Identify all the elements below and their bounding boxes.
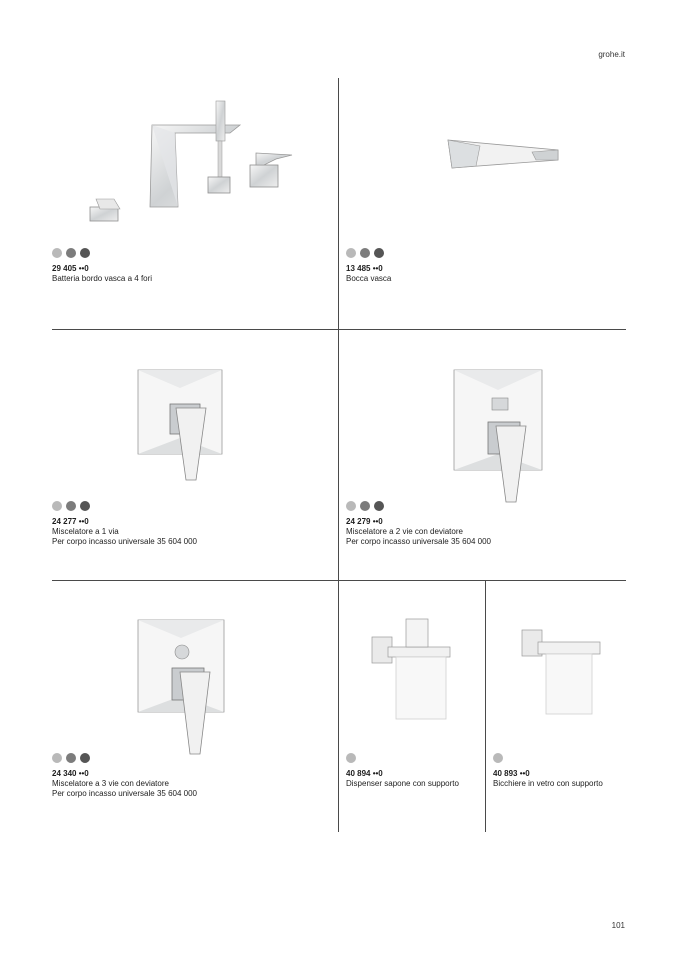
product-description: Bicchiere in vetro con supporto <box>493 779 603 788</box>
product-40893 <box>493 753 603 789</box>
swatch-chrome <box>346 753 356 763</box>
swatch-dark <box>80 501 90 511</box>
glass-tumbler-icon <box>518 628 608 718</box>
product-40894 <box>346 753 459 789</box>
finish-swatches <box>346 501 491 511</box>
swatch-dark <box>374 501 384 511</box>
product-description: Miscelatore a 3 vie con deviatore <box>52 779 169 788</box>
product-29405 <box>52 248 152 284</box>
finish-swatches <box>52 501 197 511</box>
finish-swatches <box>52 248 152 258</box>
swatch-dark <box>80 753 90 763</box>
concealed-mixer-1-way-icon <box>136 368 226 488</box>
product-description: Dispenser sapone con supporto <box>346 779 459 788</box>
finish-swatches <box>346 753 459 763</box>
product-description: Miscelatore a 1 via <box>52 527 119 536</box>
finish-swatches <box>346 248 391 258</box>
concealed-mixer-2-way-icon <box>452 368 547 508</box>
swatch-dark <box>80 248 90 258</box>
product-24279 <box>346 501 491 547</box>
swatch-mid <box>66 248 76 258</box>
divider-row-1 <box>52 329 626 330</box>
swatch-chrome <box>52 501 62 511</box>
product-description: Miscelatore a 2 vie con deviatore <box>346 527 463 536</box>
swatch-dark <box>374 248 384 258</box>
swatch-mid <box>360 501 370 511</box>
divider-vertical-main <box>338 78 339 832</box>
product-description: Batteria bordo vasca a 4 fori <box>52 274 153 283</box>
product-code: 24 279 ••0 <box>346 517 383 526</box>
product-note: Per corpo incasso universale 35 604 000 <box>346 537 491 546</box>
swatch-chrome <box>346 501 356 511</box>
product-code: 29 405 ••0 <box>52 264 89 273</box>
finish-swatches <box>493 753 603 763</box>
finish-swatches <box>52 753 197 763</box>
soap-dispenser-icon <box>368 615 458 725</box>
bath-mixer-4-hole-icon <box>80 95 300 230</box>
product-code: 24 340 ••0 <box>52 769 89 778</box>
divider-vertical-accessories <box>485 581 486 832</box>
swatch-chrome <box>52 753 62 763</box>
product-13485 <box>346 248 391 284</box>
swatch-chrome <box>346 248 356 258</box>
swatch-chrome <box>493 753 503 763</box>
product-24340 <box>52 753 197 799</box>
swatch-mid <box>66 753 76 763</box>
product-description: Bocca vasca <box>346 274 392 283</box>
swatch-mid <box>66 501 76 511</box>
swatch-chrome <box>52 248 62 258</box>
bath-spout-icon <box>440 128 565 178</box>
product-24277 <box>52 501 197 547</box>
site-url: grohe.it <box>598 50 625 59</box>
divider-row-2 <box>52 580 626 581</box>
product-code: 40 893 ••0 <box>493 769 530 778</box>
product-code: 40 894 ••0 <box>346 769 383 778</box>
product-note: Per corpo incasso universale 35 604 000 <box>52 537 197 546</box>
swatch-mid <box>360 248 370 258</box>
product-note: Per corpo incasso universale 35 604 000 <box>52 789 197 798</box>
page-number: 101 <box>611 921 625 930</box>
concealed-mixer-3-way-icon <box>136 618 231 758</box>
product-code: 13 485 ••0 <box>346 264 383 273</box>
product-code: 24 277 ••0 <box>52 517 89 526</box>
